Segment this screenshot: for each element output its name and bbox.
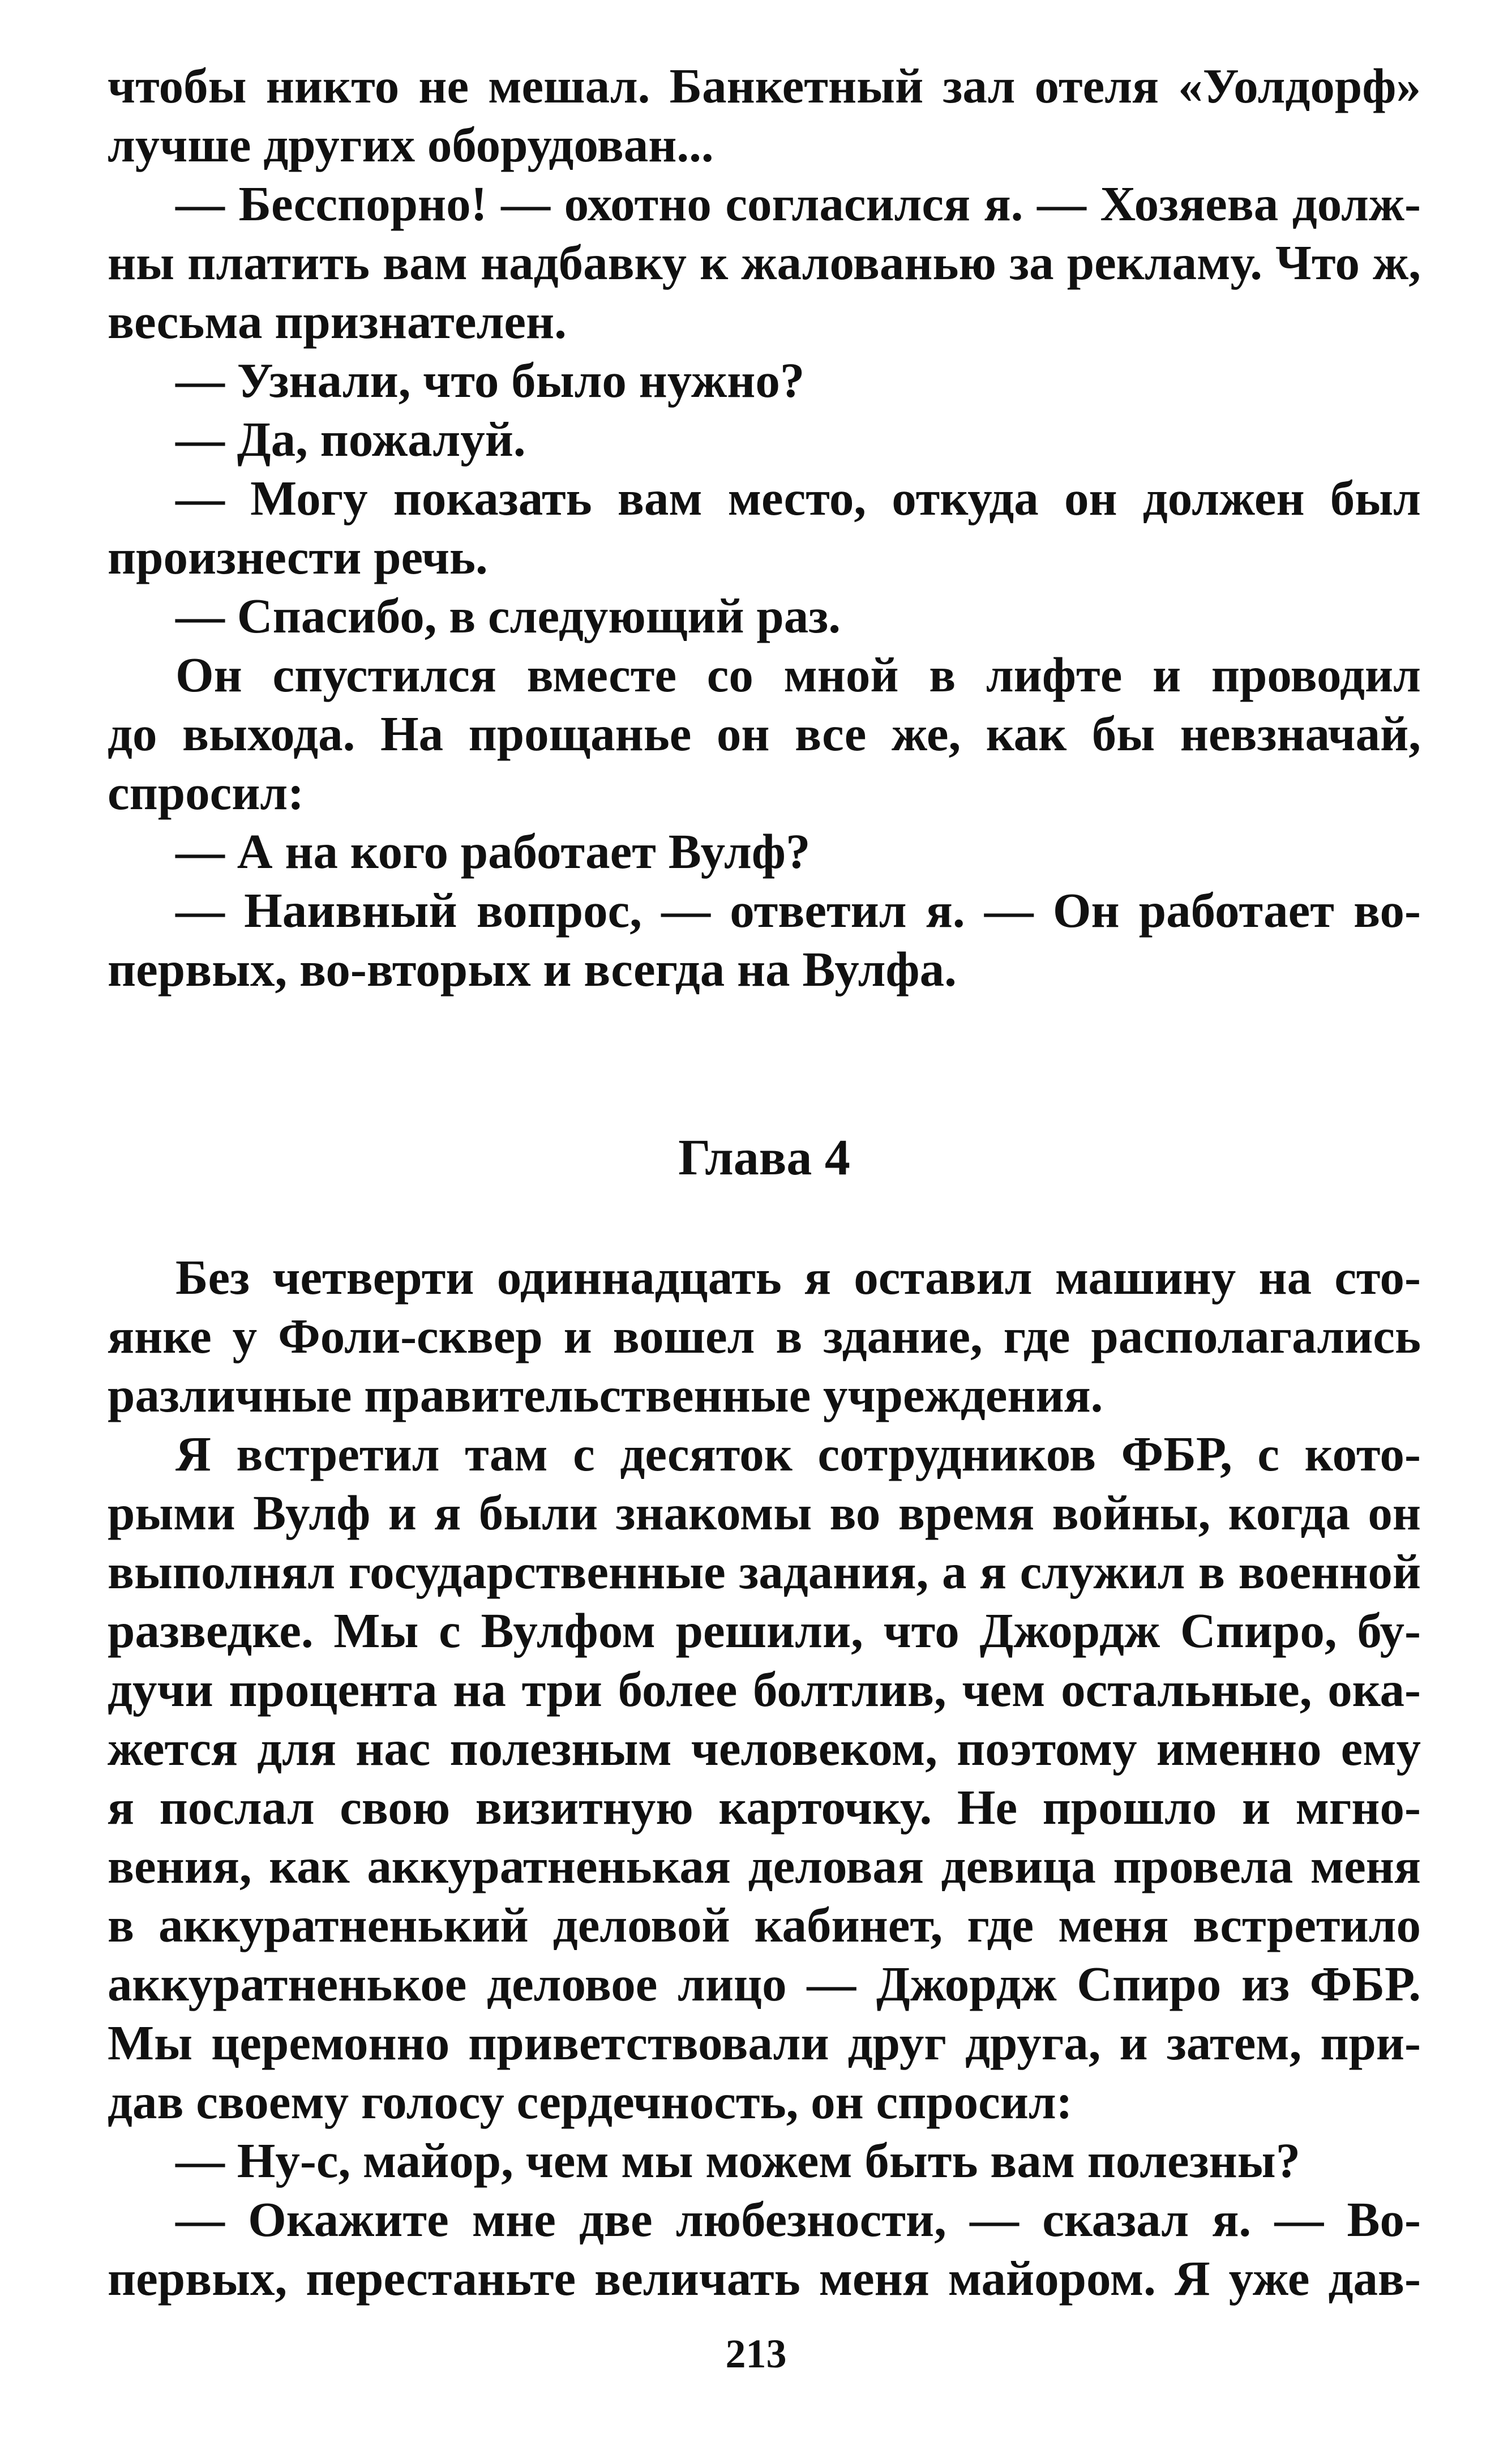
paragraph [108, 881, 1421, 999]
paragraph [108, 645, 1421, 822]
text-line: спросил: [108, 765, 305, 820]
text-line: лучше других оборудован... [108, 117, 714, 172]
text-line: — Ну-с, майор, чем мы можем быть вам полезны? [175, 2133, 1301, 2188]
text-line: чтобы никто не мешал. Банкетный зал отеля «Уолдорф» [108, 58, 1421, 113]
paragraph [108, 410, 1421, 469]
text-line: вения, как аккуратненькая деловая девица провела меня [108, 1839, 1421, 1893]
text-line: в аккуратненький деловой кабинет, где меня встретило [108, 1897, 1421, 1952]
text-line: дучи процента на три более болтлив, чем остальные, ока- [108, 1662, 1421, 1717]
text-line: произнести речь. [108, 529, 488, 584]
text-line: первых, перестаньте величать меня майором. Я уже дав- [108, 2251, 1421, 2306]
text-line: весьма признателен. [108, 294, 567, 349]
paragraph [108, 1248, 1421, 1425]
text-line: выполнял государственные задания, а я служил в военной [108, 1544, 1421, 1599]
text-line: жется для нас полезным человеком, поэтому именно ему [108, 1721, 1421, 1776]
paragraph [108, 587, 1421, 645]
text-line: Я встретил там с десяток сотрудников ФБР, с кото- [175, 1426, 1421, 1481]
text-section-bottom [108, 1248, 1421, 2308]
text-line: — Бесспорно! — охотно согласился я. — Хозяева долж- [175, 176, 1421, 231]
paragraph [108, 469, 1421, 587]
text-line: — Узнали, что было нужно? [175, 353, 805, 408]
text-line: я послал свою визитную карточку. Не прошло и мгно- [108, 1780, 1421, 1835]
paragraph [108, 2190, 1421, 2308]
text-line: Он спустился вместе со мной в лифте и проводил [175, 647, 1421, 702]
paragraph [108, 1425, 1421, 2131]
text-line: до выхода. На прощанье он все же, как бы невзначай, [108, 706, 1421, 761]
text-line: — Окажите мне две любезности, — сказал я. — Во- [175, 2192, 1421, 2247]
paragraph [108, 351, 1421, 410]
chapter-heading: Глава 4 [678, 1130, 850, 1186]
text-line: дав своему голосу сердечность, он спросил: [108, 2074, 1073, 2129]
text-line: янке у Фоли-сквер и вошел в здание, где располагались [108, 1309, 1421, 1363]
paragraph [108, 174, 1421, 351]
paragraph [108, 822, 1421, 881]
text-line: — Да, пожалуй. [175, 412, 526, 467]
text-line: Мы церемонно приветствовали друг друга, и затем, при- [108, 2015, 1421, 2070]
text-section-top [108, 57, 1421, 999]
text-line: рыми Вулф и я были знакомы во время войны, когда он [108, 1485, 1421, 1540]
text-line: аккуратненькое деловое лицо — Джордж Спиро из ФБР. [108, 1956, 1421, 2011]
text-line: Без четверти одиннадцать я оставил машину на сто- [175, 1250, 1421, 1305]
text-line: первых, во-вторых и всегда на Вулфа. [108, 942, 957, 997]
text-line: — Наивный вопрос, — ответил я. — Он работает во- [175, 883, 1421, 938]
text-line: разведке. Мы с Вулфом решили, что Джордж Спиро, бу- [108, 1603, 1421, 1658]
text-line: — Могу показать вам место, откуда он должен был [175, 471, 1421, 525]
text-line: — Спасибо, в следующий раз. [175, 588, 841, 643]
text-line: ны платить вам надбавку к жалованью за рекламу. Что ж, [108, 235, 1421, 290]
paragraph [108, 2131, 1421, 2190]
text-line: — А на кого работает Вулф? [175, 824, 811, 879]
paragraph [108, 57, 1421, 174]
page-number: 213 [725, 2331, 787, 2376]
book-page [108, 57, 1421, 2308]
text-line: различные правительственные учреждения. [108, 1367, 1103, 1422]
